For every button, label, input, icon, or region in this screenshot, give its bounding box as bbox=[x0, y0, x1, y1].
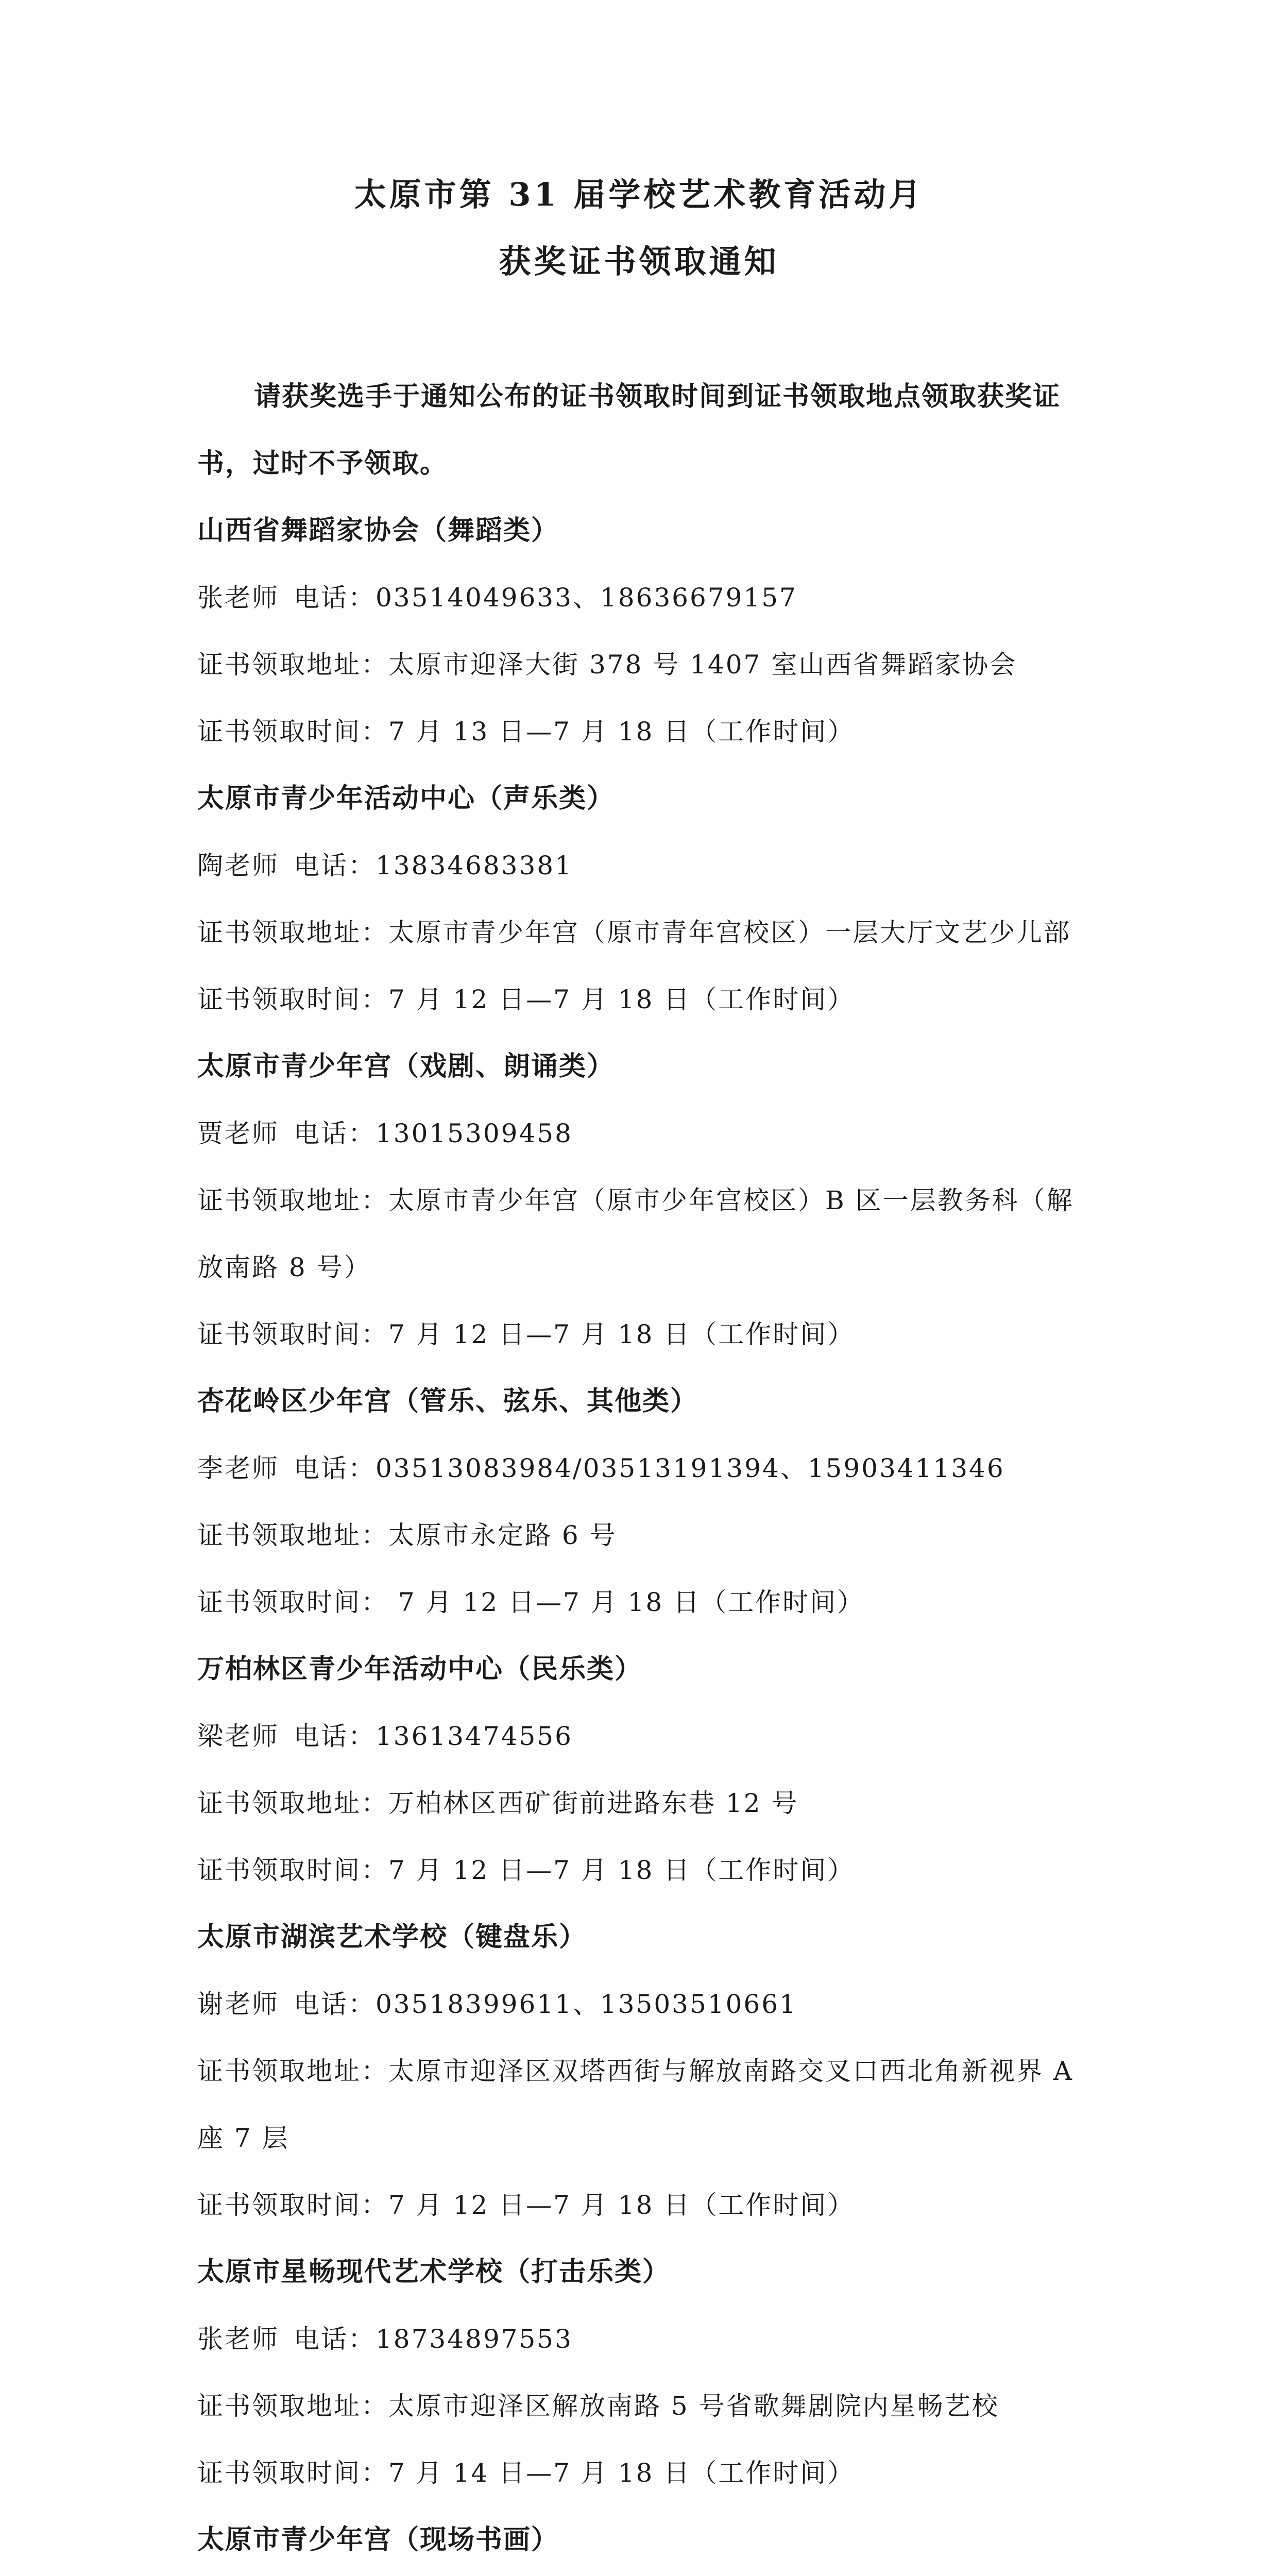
section-calligraphy bbox=[197, 2506, 1099, 2576]
pickup-address: 证书领取地址：太原市迎泽区双塔西街与解放南路交叉口西北角新视界 A 座 7 层 bbox=[197, 2056, 1074, 2153]
contact-name: 张老师 bbox=[197, 583, 279, 613]
section-heading: 山西省舞蹈家协会（舞蹈类） bbox=[197, 515, 559, 546]
section-heading: 杏花岭区少年宫（管乐、弦乐、其他类） bbox=[197, 1385, 698, 1417]
pickup-address: 证书领取地址：太原市迎泽大街 378 号 1407 室山西省舞蹈家协会 bbox=[197, 650, 1017, 680]
contact-phone: 电话：03514049633、18636679157 bbox=[294, 583, 797, 613]
contact-phone: 电话：18734897553 bbox=[294, 2324, 573, 2354]
pickup-address: 证书领取地址：太原市青少年宫（原市青年宫校区）一层大厅文艺少儿部 bbox=[197, 918, 1071, 947]
contact-line bbox=[197, 2306, 1099, 2372]
section-heading: 太原市青少年宫（戏剧、朗诵类） bbox=[197, 1050, 615, 1082]
pickup-address: 证书领取地址：太原市永定路 6 号 bbox=[197, 1520, 617, 1550]
document-body bbox=[197, 363, 1099, 2576]
section-dance bbox=[197, 497, 1099, 765]
pickup-address: 证书领取地址：万柏林区西矿街前进路东巷 12 号 bbox=[197, 1788, 799, 1818]
pickup-time: 证书领取时间：7 月 12 日—7 月 18 日（工作时间） bbox=[197, 1319, 855, 1349]
section-heading: 太原市湖滨艺术学校（键盘乐） bbox=[197, 1921, 587, 1953]
contact-line bbox=[197, 2573, 1099, 2576]
contact-phone: 电话：03513083984/03513191394、15903411346 bbox=[294, 1453, 1005, 1483]
section-heading: 太原市青少年活动中心（声乐类） bbox=[197, 783, 615, 814]
section-heading: 太原市星畅现代艺术学校（打击乐类） bbox=[197, 2256, 671, 2287]
contact-phone: 电话：03518399611、13503510661 bbox=[294, 1989, 797, 2019]
pickup-time: 证书领取时间：7 月 13 日—7 月 18 日（工作时间） bbox=[197, 717, 855, 747]
pickup-address: 证书领取地址：太原市青少年宫（原市少年宫校区）B 区一层教务科（解放南路 8 号） bbox=[197, 1185, 1074, 1282]
pickup-time: 证书领取时间：7 月 12 日—7 月 18 日（工作时间） bbox=[197, 1855, 855, 1885]
pickup-time: 证书领取时间：7 月 14 日—7 月 18 日（工作时间） bbox=[197, 2458, 855, 2488]
contact-line bbox=[197, 1100, 1099, 1167]
section-drama bbox=[197, 1033, 1099, 1368]
intro-paragraph: 请获奖选手于通知公布的证书领取时间到证书领取地点领取获奖证书，过时不予领取。 bbox=[197, 381, 1061, 479]
contact-line bbox=[197, 1435, 1099, 1502]
document-subtitle: 获奖证书领取通知 bbox=[499, 243, 779, 280]
contact-line bbox=[197, 1703, 1099, 1770]
pickup-time: 证书领取时间：7 月 12 日—7 月 18 日（工作时间） bbox=[197, 985, 855, 1014]
contact-name: 谢老师 bbox=[197, 1989, 279, 2019]
contact-phone: 电话：13613474556 bbox=[294, 1721, 573, 1751]
section-keyboard bbox=[197, 1904, 1099, 2239]
contact-phone: 电话：13834683381 bbox=[294, 851, 573, 880]
section-folk-music bbox=[197, 1636, 1099, 1904]
contact-name: 贾老师 bbox=[197, 1118, 279, 1148]
section-heading: 万柏林区青少年活动中心（民乐类） bbox=[197, 1653, 643, 1685]
contact-line bbox=[197, 832, 1099, 899]
contact-name: 李老师 bbox=[197, 1453, 279, 1483]
pickup-time: 证书领取时间：7 月 12 日—7 月 18 日（工作时间） bbox=[197, 2190, 855, 2220]
contact-name: 陶老师 bbox=[197, 851, 279, 880]
section-percussion bbox=[197, 2239, 1099, 2506]
section-instrument bbox=[197, 1368, 1099, 1636]
section-heading: 太原市青少年宫（现场书画） bbox=[197, 2524, 559, 2555]
pickup-address: 证书领取地址：太原市迎泽区解放南路 5 号省歌舞剧院内星畅艺校 bbox=[197, 2391, 999, 2421]
contact-phone: 电话：13015309458 bbox=[294, 1118, 573, 1148]
document-title: 太原市第 31 届学校艺术教育活动月 bbox=[354, 176, 924, 213]
pickup-time: 证书领取时间： 7 月 12 日—7 月 18 日（工作时间） bbox=[197, 1587, 865, 1617]
contact-name: 梁老师 bbox=[197, 1721, 279, 1751]
section-vocal bbox=[197, 765, 1099, 1033]
contact-line bbox=[197, 564, 1099, 631]
contact-line bbox=[197, 1971, 1099, 2038]
contact-name: 张老师 bbox=[197, 2324, 279, 2354]
